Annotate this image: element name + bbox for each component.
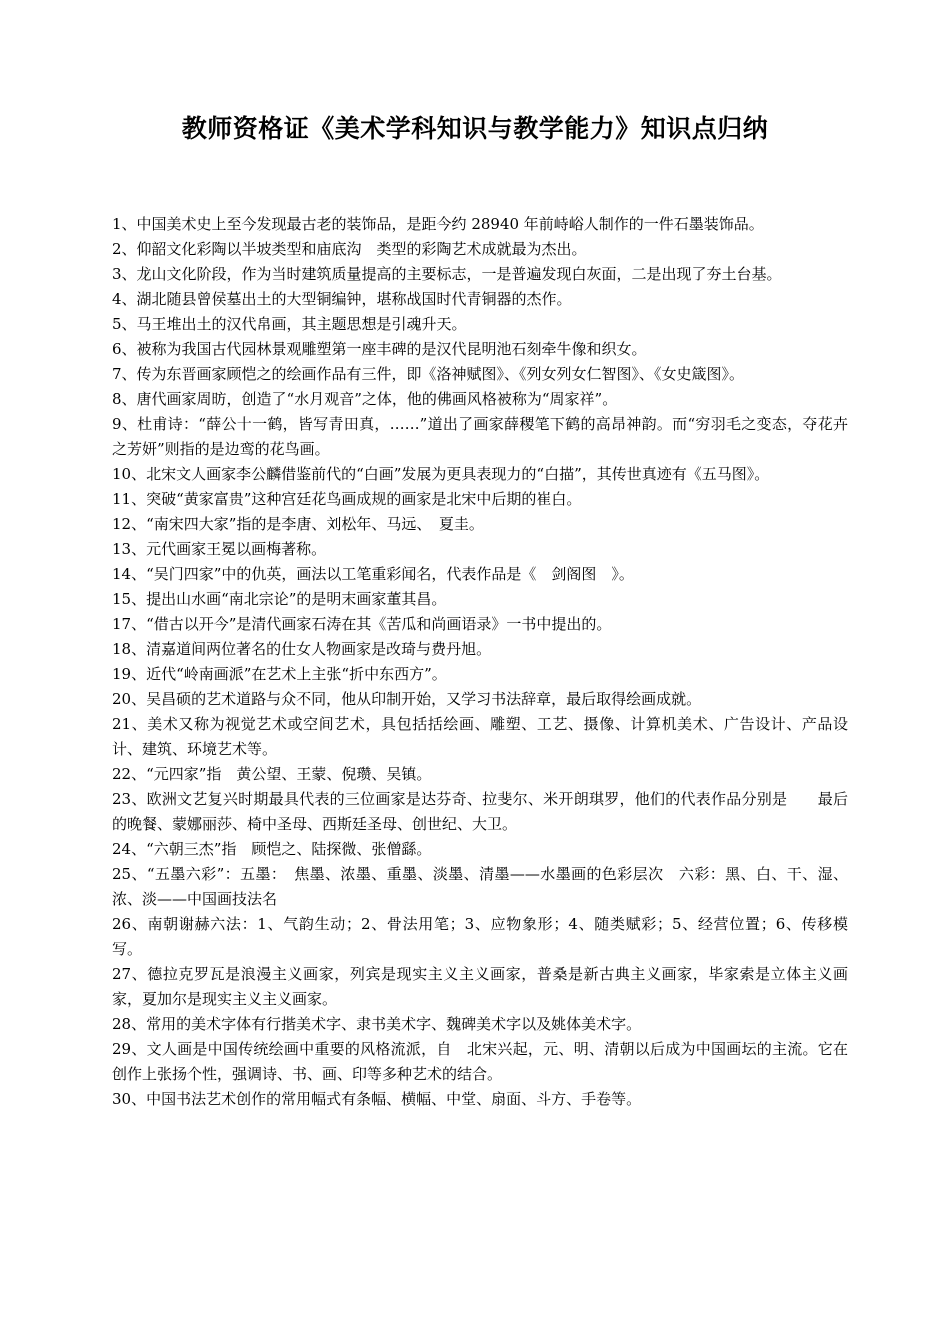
knowledge-point-item: 8、唐代画家周昉，创造了“水月观音”之体，他的佛画风格被称为“周家祥”。	[112, 390, 618, 408]
knowledge-point-item: 4、湖北随县曾侯墓出土的大型铜编钟，堪称战国时代青铜器的杰作。	[112, 290, 572, 308]
knowledge-point-item: 23、欧洲文艺复兴时期最具代表的三位画家是达芬奇、拉斐尔、米开朗琪罗，他们的代表作品分别是 最后的晚餐、蒙娜丽莎、椅中圣母、西斯廷圣母、创世纪、大卫。	[112, 790, 848, 833]
knowledge-point-item: 5、马王堆出土的汉代帛画，其主题思想是引魂升天。	[112, 315, 467, 333]
knowledge-point-item: 17、“借古以开今”是清代画家石涛在其《苦瓜和尚画语录》一书中提出的。	[112, 615, 612, 633]
knowledge-point-item: 7、传为东晋画家顾恺之的绘画作品有三件，即《洛神赋图》、《列女列女仁智图》、《女史箴图》。	[112, 365, 745, 383]
knowledge-point-item: 9、杜甫诗：“薛公十一鹤，皆写青田真，……”道出了画家薛稷笔下鹤的高昂神韵。而“穷羽毛之变态，夺花卉之芳妍”则指的是边鸾的花鸟画。	[112, 415, 848, 458]
knowledge-point-item: 21、美术又称为视觉艺术或空间艺术，具包括括绘画、雕塑、工艺、摄像、计算机美术、广告设计、产品设计、建筑、环境艺术等。	[112, 715, 848, 758]
knowledge-point-item: 24、“六朝三杰”指 顾恺之、陆探微、张僧繇。	[112, 840, 432, 858]
knowledge-point-item: 29、文人画是中国传统绘画中重要的风格流派，自 北宋兴起，元、明、清朝以后成为中国画坛的主流。它在创作上张扬个性，强调诗、书、画、印等多种艺术的结合。	[112, 1040, 848, 1083]
knowledge-point-item: 22、“元四家”指 黄公望、王蒙、倪瓒、吴镇。	[112, 765, 432, 783]
knowledge-point-item: 1、中国美术史上至今发现最古老的装饰品，是距今约 28940 年前峙峪人制作的一件石墨装饰品。	[112, 215, 764, 233]
knowledge-point-item: 27、德拉克罗瓦是浪漫主义画家，列宾是现实主义主义画家，普桑是新古典主义画家，毕家索是立体主义画家，夏加尔是现实主义主义画家。	[112, 965, 848, 1008]
knowledge-point-list	[112, 212, 848, 1112]
knowledge-point-item: 19、近代“岭南画派”在艺术上主张“折中东西方”。	[112, 665, 447, 683]
knowledge-point-item: 25、“五墨六彩”：五墨： 焦墨、浓墨、重墨、淡墨、清墨——水墨画的色彩层次 六彩：黑、白、干、湿、浓、淡——中国画技法名	[112, 865, 848, 908]
knowledge-point-item: 30、中国书法艺术创作的常用幅式有条幅、横幅、中堂、扇面、斗方、手卷等。	[112, 1090, 642, 1108]
knowledge-point-item: 3、龙山文化阶段，作为当时建筑质量提高的主要标志，一是普遍发现白灰面，二是出现了夯土台基。	[112, 265, 782, 283]
knowledge-point-item: 26、南朝谢赫六法：1、气韵生动；2、骨法用笔；3、应物象形；4、随类赋彩；5、经营位置；6、传移模写。	[112, 915, 848, 958]
knowledge-point-item: 12、“南宋四大家”指的是李唐、刘松年、马远、 夏圭。	[112, 515, 484, 533]
knowledge-point-item: 15、提出山水画“南北宗论”的是明末画家董其昌。	[112, 590, 447, 608]
knowledge-point-item: 10、北宋文人画家李公麟借鉴前代的“白画”发展为更具表现力的“白描”，其传世真迹有《五马图》。	[112, 465, 770, 483]
knowledge-point-item: 13、元代画家王冕以画梅著称。	[112, 540, 327, 558]
knowledge-point-item: 20、吴昌硕的艺术道路与众不同，他从印制开始，又学习书法辞章，最后取得绘画成就。	[112, 690, 702, 708]
knowledge-point-item: 18、清嘉道间两位著名的仕女人物画家是改琦与费丹旭。	[112, 640, 492, 658]
knowledge-point-item: 6、被称为我国古代园林景观雕塑第一座丰碑的是汉代昆明池石刻牵牛像和织女。	[112, 340, 647, 358]
knowledge-point-item: 2、仰韶文化彩陶以半坡类型和庙底沟 类型的彩陶艺术成就最为杰出。	[112, 240, 587, 258]
knowledge-point-item: 14、“吴门四家”中的仇英，画法以工笔重彩闻名，代表作品是《 剑阁图 》。	[112, 565, 634, 583]
knowledge-point-item: 28、常用的美术字体有行揩美术字、隶书美术字、魏碑美术字以及姚体美术字。	[112, 1015, 642, 1033]
knowledge-point-item: 11、突破“黄家富贵”这种宫廷花鸟画成规的画家是北宋中后期的崔白。	[112, 490, 582, 508]
document-title: 教师资格证《美术学科知识与教学能力》知识点归纳	[181, 114, 769, 143]
